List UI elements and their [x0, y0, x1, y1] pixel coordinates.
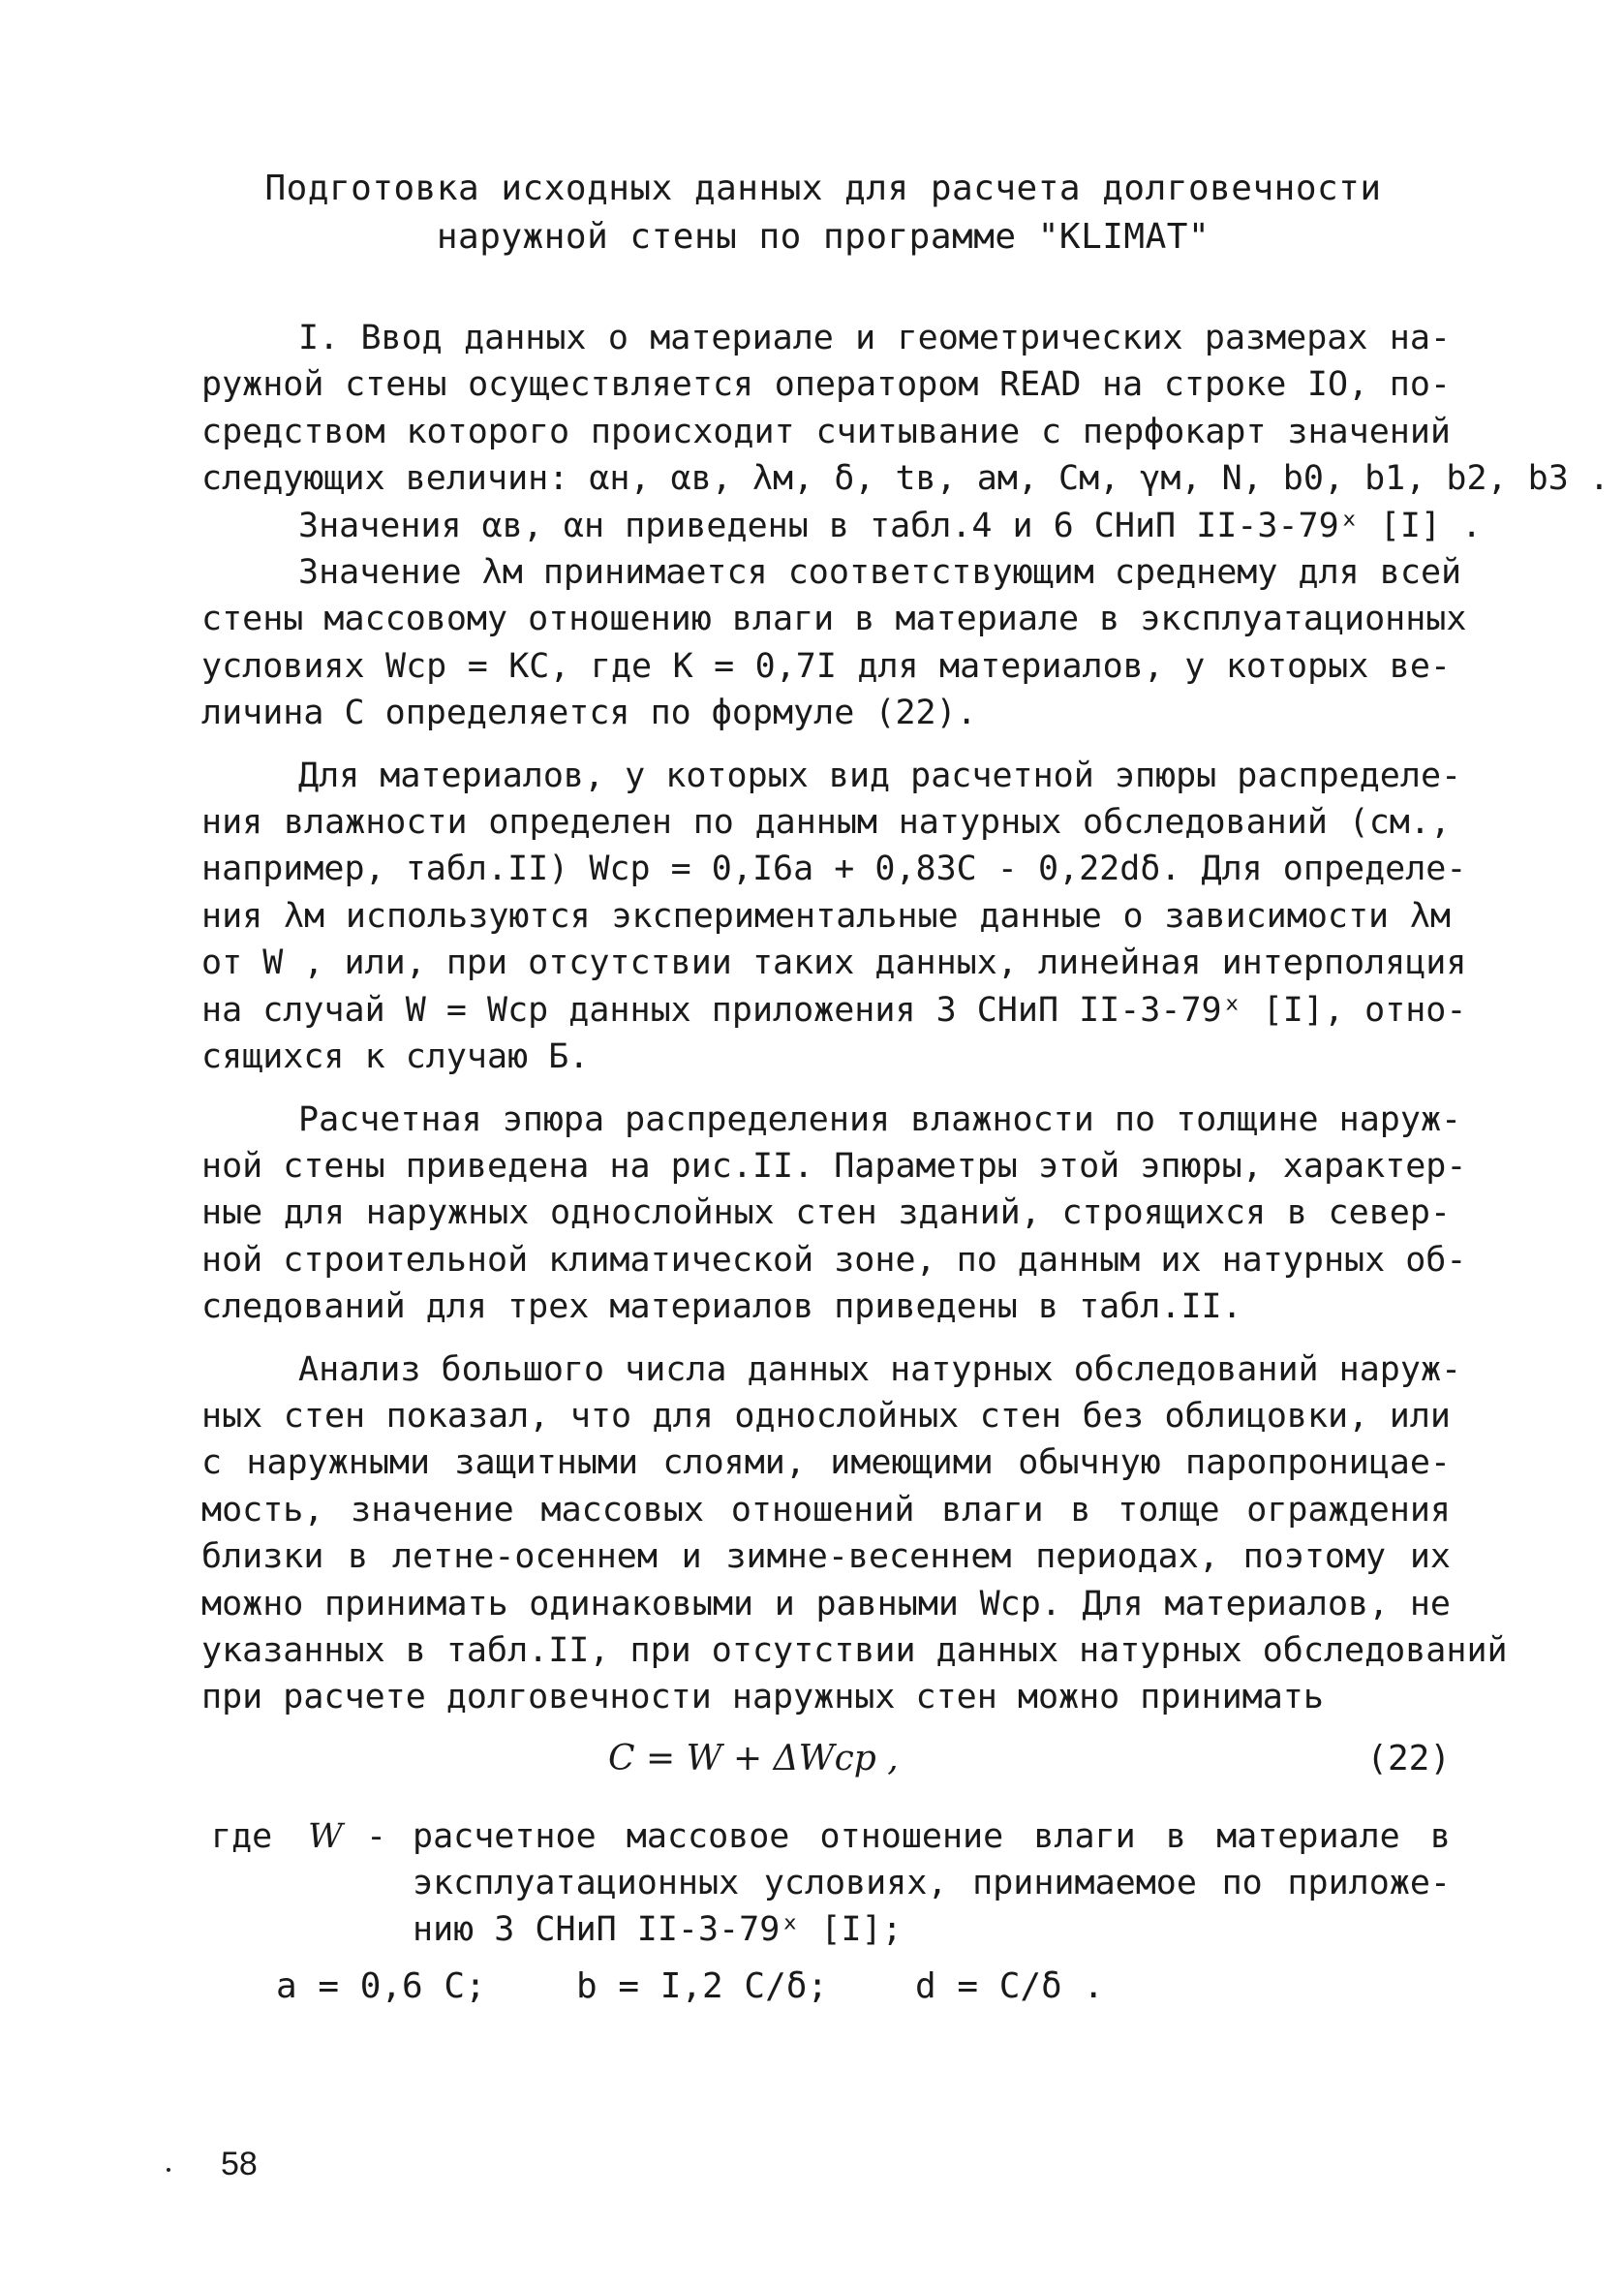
- definition-b: b = I,2 C/δ;: [576, 1966, 829, 2006]
- where-dash: -: [366, 1817, 387, 1856]
- where-label: где: [211, 1817, 273, 1856]
- where-symbol: W: [308, 1817, 343, 1856]
- text-line: ной стены приведена на рис.II. Параметры этой эпюры, характер-: [201, 1146, 1467, 1186]
- text-line: от W , или, при отсутствии таких данных, линейная интерполяция: [201, 943, 1467, 983]
- text-line: ружной стены осуществляется оператором READ на строке IO, по-: [201, 365, 1451, 405]
- definition-d: d = C/δ .: [915, 1966, 1105, 2006]
- text-line: Значение λм принимается соответствующим среднему для всей: [298, 553, 1462, 593]
- text-line: личина С определяется по формуле (22).: [201, 694, 977, 733]
- text-line: средством которого происходит считывание с перфокарт значений: [201, 412, 1451, 451]
- text-line: Для материалов, у которых вид расчетной эпюры распределе-: [298, 756, 1462, 795]
- text-line: на случай W = Wср данных приложения 3 СНиП II-3-79ˣ [I], отно-: [201, 990, 1467, 1030]
- text-line: следований для трех материалов приведены в табл.II.: [201, 1287, 1242, 1327]
- paragraph-5: [201, 1097, 1467, 1331]
- text-line: I. Ввод данных о материале и геометрических размерах на-: [298, 319, 1451, 357]
- text-line: мость, значение массовых отношений влаги в толще ограждения: [201, 1490, 1451, 1530]
- title-line-2: наружной стены по программе "KLIMAT": [436, 217, 1210, 257]
- text-line: указанных в табл.II, при отсутствии данных натурных обследований: [201, 1630, 1508, 1670]
- text-line: Анализ большого числа данных натурных обследований наруж-: [298, 1349, 1462, 1389]
- text-line: близки в летне-осеннем и зимне-весеннем периодах, поэтому их: [201, 1537, 1451, 1577]
- text-line: эксплуатационных условиях, принимаемое по приложе-: [413, 1864, 1451, 1902]
- text-line: расчетное массовое отношение влаги в материале в: [413, 1817, 1451, 1856]
- text-line: при расчете долговечности наружных стен можно принимать: [201, 1678, 1324, 1717]
- formula-22: [201, 1739, 1451, 1793]
- page-number: 58: [221, 2146, 258, 2182]
- margin-dot: [167, 2168, 170, 2172]
- formula-expression: C = W + ΔWср ,: [608, 1739, 899, 1778]
- text-line: нию 3 СНиП II-3-79ˣ [I];: [413, 1910, 903, 1949]
- text-line: сящихся к случаю Б.: [201, 1037, 590, 1077]
- paragraph-6: [201, 1346, 1508, 1721]
- text-line: ные для наружных однослойных стен зданий, строящихся в север-: [201, 1193, 1451, 1233]
- paragraph-1: [201, 315, 1609, 503]
- title-line-1: Подготовка исходных данных для расчета долговечности: [264, 169, 1382, 208]
- text-line: Расчетная эпюра распределения влажности по толщине наруж-: [298, 1099, 1462, 1139]
- text-line: следующих величин: αн, αв, λм, δ, tв, aм, См, γм, N, b0, b1, b2, b3 .: [201, 459, 1609, 499]
- paragraph-2: [201, 503, 1483, 549]
- text-line: ния влажности определен по данным натурных обследований (см.,: [201, 803, 1451, 843]
- text-line: например, табл.II) Wср = 0,I6a + 0,83C - 0,22dδ. Для определе-: [201, 850, 1467, 889]
- document-title: [194, 165, 1453, 262]
- paragraph-4: [201, 753, 1467, 1081]
- text-line: ной строительной климатической зоне, по данным их натурных об-: [201, 1240, 1467, 1280]
- text-line: можно принимать одинаковыми и равными Wср. Для материалов, не: [201, 1584, 1451, 1623]
- text-line: ных стен показал, что для однослойных стен без облицовки, или: [201, 1396, 1451, 1436]
- body-text: [201, 315, 1609, 1721]
- text-line: условиях Wср = КС, где К = 0,7I для материалов, у которых ве-: [201, 646, 1451, 686]
- paragraph-3: [201, 549, 1467, 737]
- formula-number: (22): [1366, 1739, 1451, 1778]
- where-definition: [413, 1813, 1451, 1953]
- text-line: с наружными защитными слоями, имеющими обычную паропроницае-: [201, 1443, 1451, 1483]
- text-line: ния λм используются экспериментальные данные о зависимости λм: [201, 896, 1451, 936]
- definition-a: a = 0,6 C;: [276, 1966, 486, 2006]
- text-line: Значения αв, αн приведены в табл.4 и 6 СНиП II-3-79ˣ [I] .: [298, 506, 1483, 545]
- text-line: стены массовому отношению влаги в материале в эксплуатационных: [201, 600, 1467, 639]
